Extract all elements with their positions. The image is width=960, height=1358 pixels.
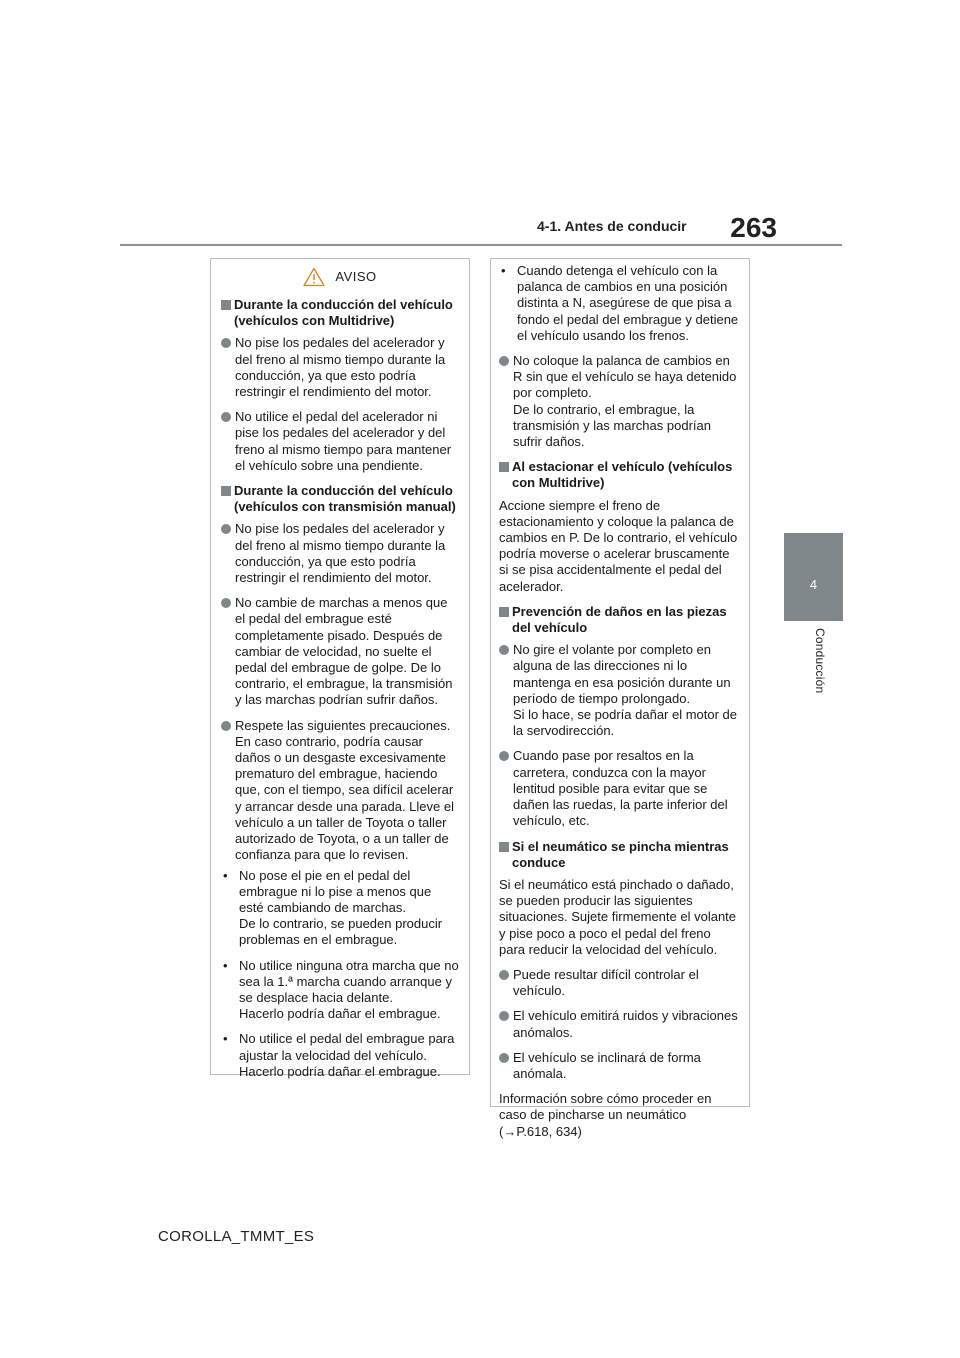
sub-bullet-icon: • <box>223 867 228 883</box>
square-bullet-icon <box>499 842 509 852</box>
section-heading: Durante la conducción del vehículo (vehículos con transmisión manual) <box>221 483 459 515</box>
sub-list-item: • No pose el pie en el pedal del embrague ni lo pise a menos que esté cambiando de marchas. De lo contrario, se pueden producir problemas en el embrague. <box>223 867 443 948</box>
sub-list-item: • No utilice el pedal del embrague para ajustar la velocidad del vehículo. Hacerlo podría dañar el embrague. <box>223 1031 455 1079</box>
section-title: 4-1. Antes de conducir <box>537 218 687 234</box>
list-item: Respete las siguientes precauciones. En caso contrario, podría causar daños o un desgaste excesivamente prematuro del embrague, haciendo que, con el tiempo, sea difícil acelerar y arrancar desde una parada. Lleve el vehículo a un taller de Toyota o taller autorizado de Toyota, o a un taller de confianza para que lo revisen. <box>221 718 459 864</box>
list-item: No cambie de marchas a menos que el pedal del embrague esté completamente pisado. Después de cambiar de velocidad, no suelte el pedal del embrague de golpe. De lo contrario, el embrague, la transmisión y las marchas podrían sufrir daños. <box>221 595 459 708</box>
list-item: Cuando pase por resaltos en la carretera, conduzca con la mayor lentitud posible para evitar que se dañen las ruedas, la parte inferior del vehículo, etc. <box>499 748 739 829</box>
caution-box-right <box>490 258 750 1139</box>
list-item: No pise los pedales del acelerador y del freno al mismo tiempo durante la conducción, ya que esto podría restringir el rendimiento del motor. <box>221 335 459 400</box>
page-reference: Información sobre cómo proceder en caso de pincharse un neumático (→P.618, 634) <box>499 1091 712 1139</box>
header-rule <box>120 244 842 246</box>
aviso-label: AVISO <box>335 268 377 284</box>
section-heading: Si el neumático se pincha mientras conduce <box>499 839 739 871</box>
square-bullet-icon <box>499 462 509 472</box>
caution-box-left <box>210 258 470 1079</box>
warning-triangle-icon <box>303 267 325 287</box>
circle-bullet-icon <box>221 338 231 348</box>
list-item: No utilice el pedal del acelerador ni pise los pedales del acelerador y del freno al mismo tiempo para mantener el vehículo sobre una pendiente. <box>221 409 459 474</box>
circle-bullet-icon <box>221 598 231 608</box>
circle-bullet-icon <box>499 1011 509 1021</box>
section-heading: Prevención de daños en las piezas del vehículo <box>499 604 739 636</box>
list-item: Puede resultar difícil controlar el vehículo. <box>499 967 739 999</box>
section-heading: Durante la conducción del vehículo (vehículos con Multidrive) <box>221 297 459 329</box>
circle-bullet-icon <box>221 721 231 731</box>
sub-bullet-icon: • <box>223 957 228 973</box>
circle-bullet-icon <box>499 1053 509 1063</box>
section-heading: Al estacionar el vehículo (vehículos con Multidrive) <box>499 459 739 491</box>
chapter-tab <box>784 533 843 621</box>
sub-bullet-icon: • <box>223 1031 228 1047</box>
chapter-label: Conducción <box>813 628 827 694</box>
list-item: No gire el volante por completo en alguna de las direcciones ni lo mantenga en esa posición durante un período de tiempo prolongado. Si lo hace, se podría dañar el motor de la servodirección. <box>499 642 739 739</box>
list-item: El vehículo se inclinará de forma anómala. <box>499 1050 739 1082</box>
sub-list-item: • No utilice ninguna otra marcha que no sea la 1.ª marcha cuando arranque y se desplace hacia delante. Hacerlo podría dañar el embrague. <box>223 957 459 1022</box>
paragraph: Accione siempre el freno de estacionamiento y coloque la palanca de cambios en P. De lo contrario, el vehículo podría moverse o acelerar bruscamente si se pisa accidentalmente el pedal del acelerador. <box>499 497 738 594</box>
square-bullet-icon <box>221 486 231 496</box>
square-bullet-icon <box>221 300 231 310</box>
sub-list-item: • Cuando detenga el vehículo con la palanca de cambios en una posición distinta a N, asegúrese de que pisa a fondo el pedal del embrague y detiene el vehículo usando los frenos. <box>501 263 739 343</box>
aviso-header <box>221 265 459 289</box>
circle-bullet-icon <box>499 970 509 980</box>
list-item: No pise los pedales del acelerador y del freno al mismo tiempo durante la conducción, ya que esto podría restringir el rendimiento del motor. <box>221 521 459 586</box>
circle-bullet-icon <box>499 645 509 655</box>
page-number: 263 <box>730 212 777 243</box>
document-code: COROLLA_TMMT_ES <box>158 1228 315 1245</box>
list-item: El vehículo emitirá ruidos y vibraciones anómalos. <box>499 1008 739 1040</box>
sub-bullet-icon: • <box>501 263 506 278</box>
paragraph: Si el neumático está pinchado o dañado, se pueden producir las siguientes situaciones. Sujete firmemente el volante y pise poco a poco el pedal del freno para reducir la velocidad del vehículo. <box>499 876 737 957</box>
circle-bullet-icon <box>221 412 231 422</box>
square-bullet-icon <box>499 607 509 617</box>
chapter-number: 4 <box>809 577 818 592</box>
circle-bullet-icon <box>221 524 231 534</box>
list-item: No coloque la palanca de cambios en R sin que el vehículo se haya detenido por completo. De lo contrario, el embrague, la transmisión y las marchas podrían sufrir daños. <box>499 353 739 450</box>
circle-bullet-icon <box>499 751 509 761</box>
circle-bullet-icon <box>499 356 509 366</box>
